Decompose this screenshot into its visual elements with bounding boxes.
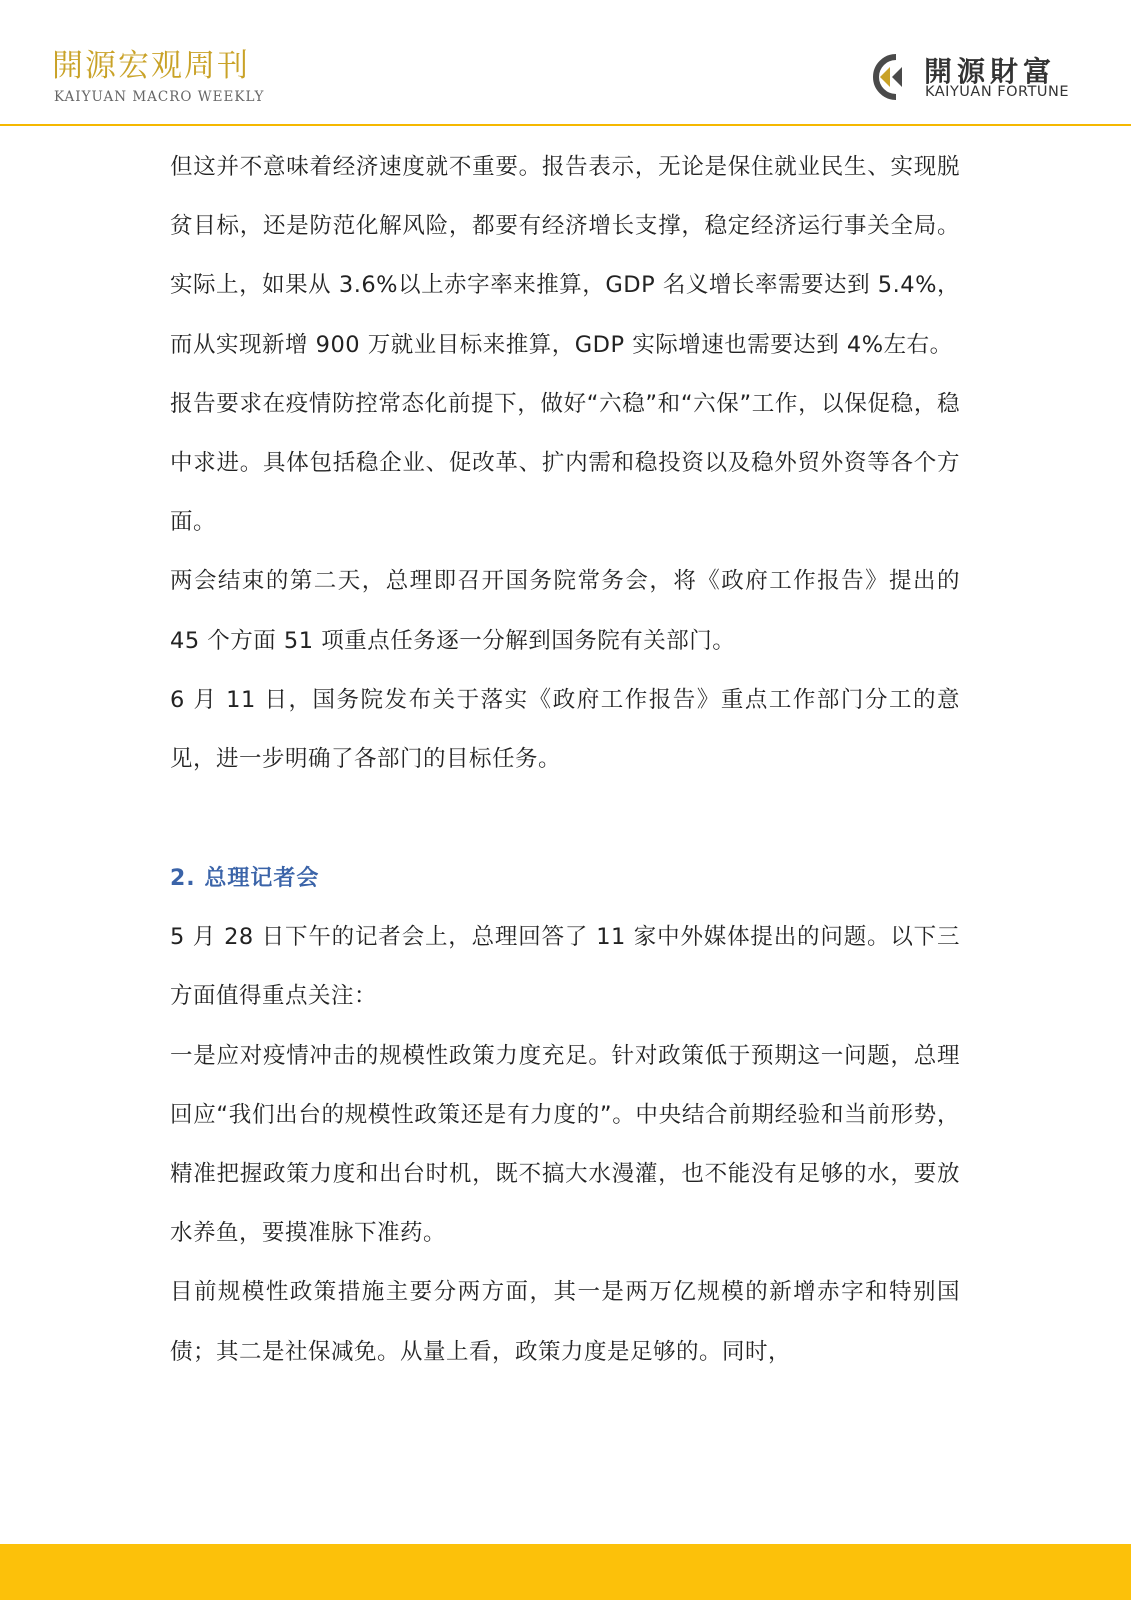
body-paragraph: 目前规模性政策措施主要分两方面，其一是两万亿规模的新增赤字和特别国债；其二是社保减免。从量上看，政策力度是足够的。同时， bbox=[170, 1279, 960, 1365]
header-divider bbox=[0, 124, 1131, 126]
section-heading: 2. 总理记者会 bbox=[170, 866, 320, 892]
body-paragraph: 6 月 11 日，国务院发布关于落实《政府工作报告》重点工作部门分工的意见，进一步明确了各部门的目标任务。 bbox=[170, 686, 960, 773]
footer-bar bbox=[0, 1544, 1131, 1600]
page-header bbox=[0, 0, 1131, 125]
body-paragraph: 一是应对疫情冲击的规模性政策力度充足。针对政策低于预期这一问题，总理回应“我们出台的规模性政策还是有力度的”。中央结合前期经验和当前形势，精准把握政策力度和出台时机，既不搞大水漫灌，也不能没有足够的水，要放水养鱼，要摸准脉下准药。 bbox=[170, 1042, 960, 1247]
kaiyuan-fortune-logo-icon bbox=[866, 52, 916, 102]
brand-name-cn: 開源財富 bbox=[924, 55, 1057, 88]
brand-name-en: KAIYUAN FORTUNE bbox=[925, 84, 1070, 100]
body-paragraph: 报告要求在疫情防控常态化前提下，做好“六稳”和“六保”工作，以保促稳，稳中求进。具体包括稳企业、促改革、扩内需和稳投资以及稳外贸外资等各个方面。 bbox=[170, 390, 960, 536]
publication-subtitle: KAIYUAN MACRO WEEKLY bbox=[54, 89, 265, 105]
article-body bbox=[170, 138, 960, 1382]
body-paragraph: 两会结束的第二天，总理即召开国务院常务会，将《政府工作报告》提出的 45 个方面 51 项重点任务逐一分解到国务院有关部门。 bbox=[170, 568, 960, 654]
body-paragraph: 5 月 28 日下午的记者会上，总理回答了 11 家中外媒体提出的问题。以下三方面值得重点关注： bbox=[170, 924, 960, 1010]
publication-title: 開源宏观周刊 bbox=[52, 48, 250, 84]
body-paragraph: 但这并不意味着经济速度就不重要。报告表示，无论是保住就业民生、实现脱贫目标，还是防范化解风险，都要有经济增长支撑，稳定经济运行事关全局。实际上，如果从 3.6%以上赤字率来推算，GDP 名义增长率需要达到 5.4%，而从实现新增 900 万就业目标来推算，GDP 实际增速也需要达到 4%左右。 bbox=[170, 154, 960, 358]
